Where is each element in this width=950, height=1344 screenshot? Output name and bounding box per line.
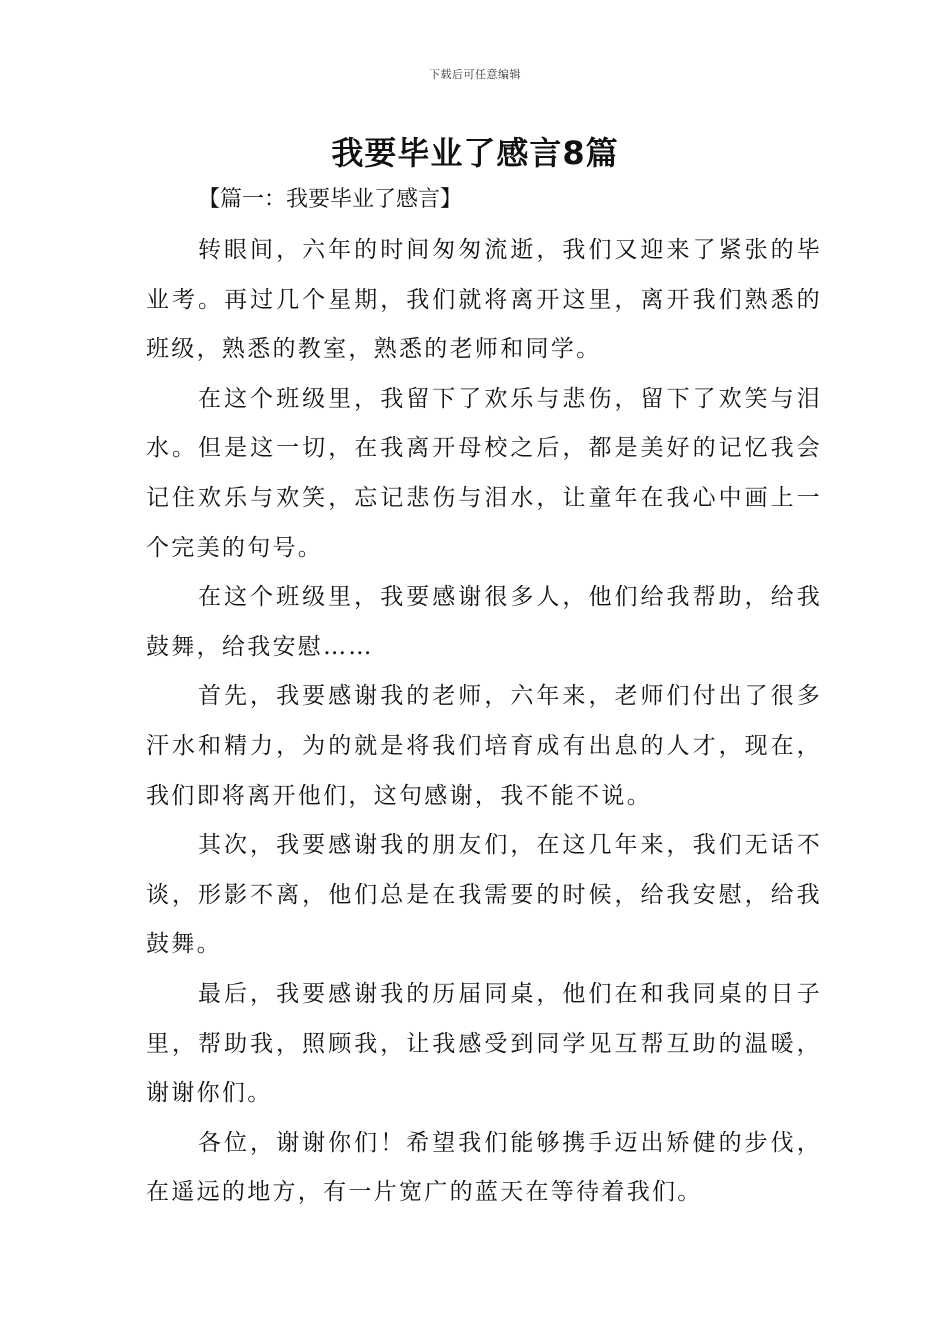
- paragraph: 首先，我要感谢我的老师，六年来，老师们付出了很多汗水和精力，为的就是将我们培育成有出息的人才，现在，我们即将离开他们，这句感谢，我不能不说。: [146, 683, 822, 809]
- paragraph: 在这个班级里，我要感谢很多人，他们给我帮助，给我鼓舞，给我安慰……: [146, 584, 822, 660]
- document-title: 我要毕业了感言8篇: [331, 134, 619, 172]
- paragraph: 其次，我要感谢我的朋友们，在这几年来，我们无话不谈，形影不离，他们总是在我需要的时候，给我安慰，给我鼓舞。: [146, 832, 822, 958]
- paragraph: 最后，我要感谢我的历届同桌，他们在和我同桌的日子里，帮助我，照顾我，让我感受到同学见互帮互助的温暖，谢谢你们。: [146, 980, 822, 1107]
- document-body: [146, 226, 822, 1218]
- paragraph: 各位，谢谢你们！希望我们能够携手迈出矫健的步伐，在遥远的地方，有一片宽广的蓝天在等待着我们。: [146, 1129, 822, 1206]
- paragraph: 转眼间，六年的时间匆匆流逝，我们又迎来了紧张的毕业考。再过几个星期，我们就将离开这里，离开我们熟悉的班级，熟悉的教室，熟悉的老师和同学。: [146, 237, 822, 363]
- header-note: 下载后可任意编辑: [429, 68, 521, 81]
- paragraph: 在这个班级里，我留下了欢乐与悲伤，留下了欢笑与泪水。但是这一切，在我离开母校之后，都是美好的记忆我会记住欢乐与欢笑，忘记悲伤与泪水，让童年在我心中画上一个完美的句号。: [146, 385, 822, 561]
- section-heading: 【篇一：我要毕业了感言】: [198, 187, 463, 212]
